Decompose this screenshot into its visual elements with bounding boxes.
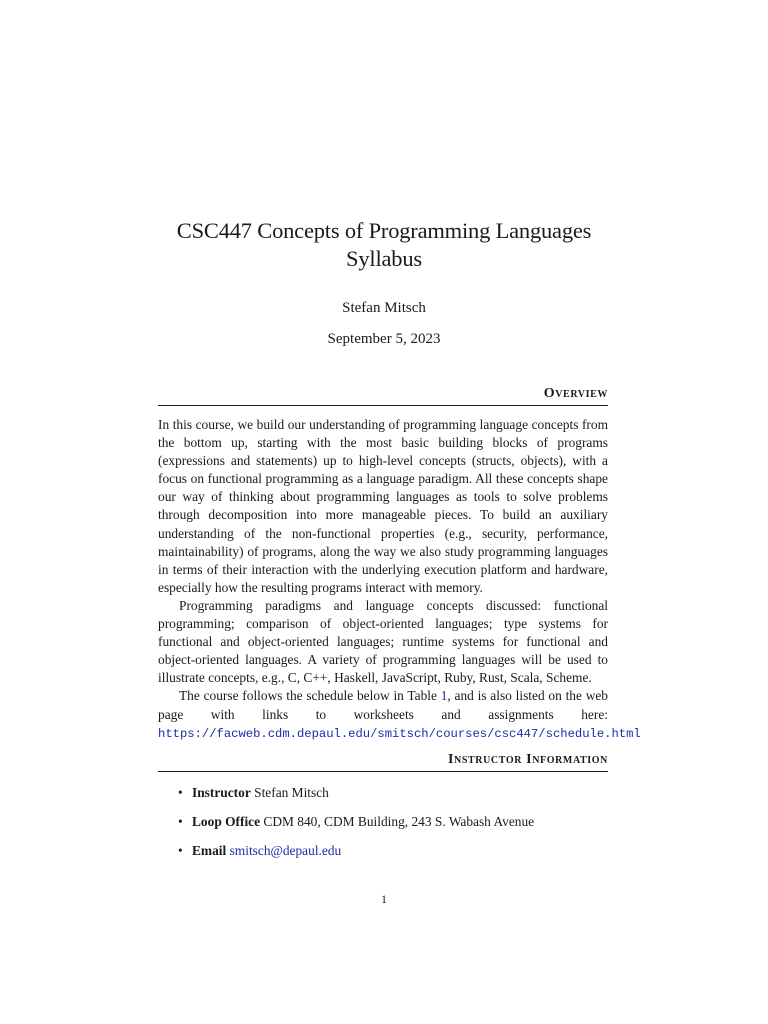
title-line-1: CSC447 Concepts of Programming Languages: [176, 218, 592, 243]
overview-paragraph-2: Programming paradigms and language concepts discussed: functional programming; comparison of object-oriented languages; type systems for functional and object-oriented languages; runtime systems for functional and object-oriented languages. A variety of programming languages will be used to illustrate concepts, e.g., C, C++, Haskell, JavaScript, Ruby, Rust, Scala, Scheme.: [158, 597, 608, 686]
bullet-icon: •: [178, 843, 183, 858]
schedule-url-link[interactable]: https://facweb.cdm.depaul.edu/smitsch/courses/csc447/schedule.html: [158, 726, 641, 741]
paragraph-3-text-middle: , and is also listed on the web page with links to worksheets and assignments here:: [158, 688, 609, 722]
overview-rule: [158, 405, 608, 406]
overview-heading: Overview: [543, 386, 608, 401]
table-reference-link[interactable]: 1: [440, 688, 448, 704]
instructor-info-rule: [158, 771, 608, 772]
document-date: September 5, 2023: [327, 331, 441, 347]
list-item-instructor: [178, 784, 608, 813]
email-label: Email: [192, 843, 227, 858]
instructor-info-heading: Instructor Information: [447, 752, 608, 767]
list-item-loop-office: [178, 813, 608, 842]
page-number: 1: [381, 892, 387, 906]
loop-office-label: Loop Office: [192, 814, 261, 829]
loop-office-value: CDM 840, CDM Building, 243 S. Wabash Avenue: [263, 814, 535, 829]
list-item-email: [178, 842, 608, 871]
bullet-icon: •: [178, 814, 183, 829]
document-title: [0, 217, 768, 273]
overview-paragraph-3: [158, 687, 641, 742]
bullet-icon: •: [178, 785, 183, 800]
instructor-label: Instructor: [192, 785, 251, 800]
title-line-2: Syllabus: [346, 246, 422, 271]
author-name: Stefan Mitsch: [342, 300, 426, 316]
overview-body: [158, 416, 641, 743]
email-link[interactable]: smitsch@depaul.edu: [229, 843, 342, 858]
overview-paragraph-1: In this course, we build our understanding of programming language concepts from the bottom up, starting with the most basic building blocks of programs (expressions and statements) up to high-level concepts (structs, objects), with a focus on functional programming as a language paradigm. All these concepts shape our way of thinking about programming languages as tools to solve problems through decomposition into more manageable pieces. To build an auxiliary understanding of the non-functional properties (e.g., security, performance, maintainability) of programs, along the way we also study programming languages in terms of their interaction with the underlying execution platform and hardware, especially how the resulting programs interact with memory.: [158, 417, 608, 595]
instructor-value: Stefan Mitsch: [254, 785, 329, 800]
instructor-info-list: [178, 784, 608, 871]
paragraph-3-text-start: The course follows the schedule below in Table: [179, 688, 441, 704]
